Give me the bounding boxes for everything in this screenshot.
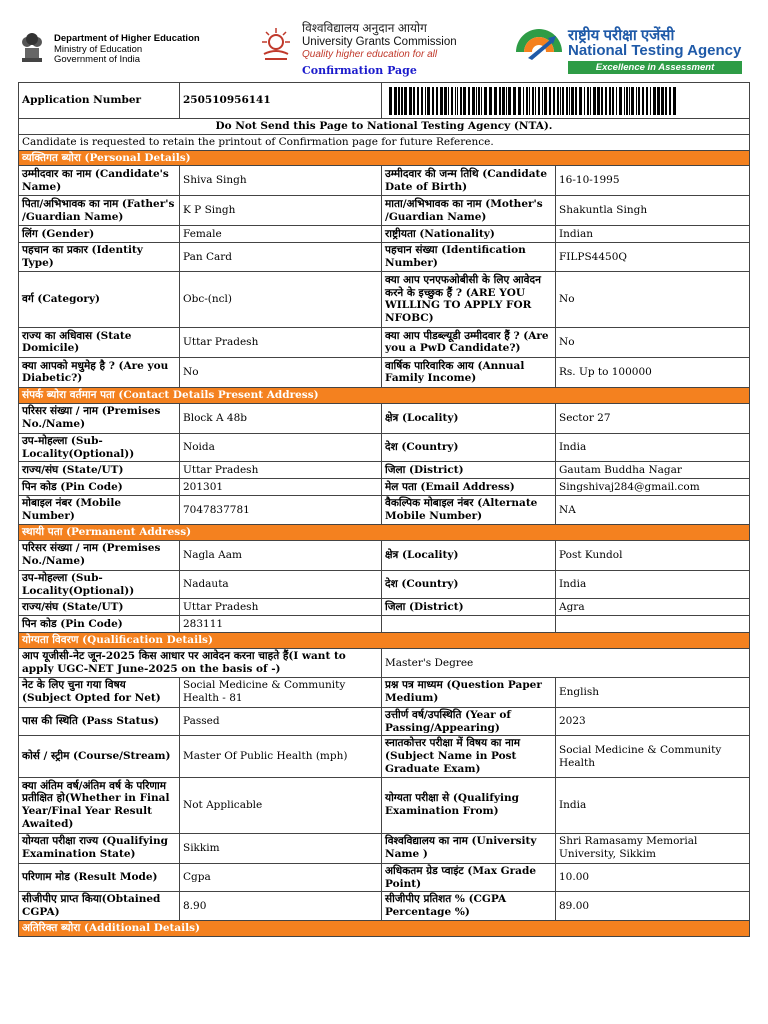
ugc-block — [302, 22, 457, 61]
field-label: क्षेत्र (Locality) — [382, 403, 556, 433]
field-label: क्षेत्र (Locality) — [382, 540, 556, 570]
qualification-row — [19, 892, 750, 921]
field-label: पिन कोड (Pin Code) — [19, 479, 180, 496]
page-title: Confirmation Page — [302, 64, 417, 77]
contact-row — [19, 403, 750, 433]
qualification-row — [19, 677, 750, 707]
field-label: सीजीपीए प्रतिशत % (CGPA Percentage %) — [382, 892, 556, 921]
field-label: स्नातकोत्तर परीक्षा में विषय का नाम (Subject Name in Post Graduate Exam) — [382, 736, 556, 777]
contact-row — [19, 433, 750, 462]
confirmation-table — [18, 82, 750, 937]
field-label: वार्षिक पारिवारिक आय (Annual Family Income) — [382, 357, 556, 387]
field-label: उत्तीर्ण वर्ष/उपस्थिति (Year of Passing/Appearing) — [382, 707, 556, 736]
qualification-row — [19, 863, 750, 892]
field-label: परिसर संख्या / नाम (Premises No./Name) — [19, 403, 180, 433]
nta-tagline: Excellence in Assessment — [568, 61, 742, 75]
qualification-row — [19, 833, 750, 863]
field-value: Not Applicable — [180, 777, 382, 833]
field-label: लिंग (Gender) — [19, 226, 180, 243]
section-title-additional: अतिरिक्त ब्योरा (Additional Details) — [19, 920, 750, 936]
permanent-row — [19, 570, 750, 599]
qualification-basis-row — [19, 649, 750, 678]
field-value: 2023 — [556, 707, 750, 736]
field-value: Uttar Pradesh — [180, 327, 382, 357]
field-label: पास की स्थिति (Pass Status) — [19, 707, 180, 736]
field-value: Pan Card — [180, 243, 382, 272]
field-value: India — [556, 570, 750, 599]
section-additional — [19, 920, 750, 936]
department-name: Department of Higher Education — [54, 33, 200, 44]
contact-row — [19, 496, 750, 525]
section-qualification — [19, 633, 750, 649]
field-label: पहचान संख्या (Identification Number) — [382, 243, 556, 272]
field-label: पहचान का प्रकार (Identity Type) — [19, 243, 180, 272]
field-label: योग्यता परीक्षा राज्य (Qualifying Examination State) — [19, 833, 180, 863]
field-value: Block A 48b — [180, 403, 382, 433]
field-label: देश (Country) — [382, 570, 556, 599]
field-value: Social Medicine & Community Health — [556, 736, 750, 777]
field-value: 283111 — [180, 616, 382, 633]
field-value: Female — [180, 226, 382, 243]
field-value: Cgpa — [180, 863, 382, 892]
field-label: देश (Country) — [382, 433, 556, 462]
field-value: 89.00 — [556, 892, 750, 921]
field-value: Uttar Pradesh — [180, 599, 382, 616]
field-label: राष्ट्रीयता (Nationality) — [382, 226, 556, 243]
field-value: Obc-(ncl) — [180, 271, 382, 327]
personal-row — [19, 226, 750, 243]
barcode-cell — [382, 83, 750, 119]
field-value: English — [556, 677, 750, 707]
field-label: मेल पता (Email Address) — [382, 479, 556, 496]
field-label: कोर्स / स्ट्रीम (Course/Stream) — [19, 736, 180, 777]
field-value — [556, 616, 750, 633]
personal-row — [19, 243, 750, 272]
ugc-name: University Grants Commission — [302, 35, 457, 48]
field-value: Nadauta — [180, 570, 382, 599]
field-value: Rs. Up to 100000 — [556, 357, 750, 387]
permanent-row — [19, 540, 750, 570]
field-label: उप-मोहल्ला (Sub-Locality(Optional)) — [19, 433, 180, 462]
field-label: क्या आपको मधुमेह है ? (Are you Diabetic?) — [19, 357, 180, 387]
section-title-qualification: योग्यता विवरण (Qualification Details) — [19, 633, 750, 649]
field-label: पिन कोड (Pin Code) — [19, 616, 180, 633]
field-value: Sector 27 — [556, 403, 750, 433]
ministry-name: Ministry of Education — [54, 43, 143, 55]
field-label: अधिकतम ग्रेड प्वाइंट (Max Grade Point) — [382, 863, 556, 892]
contact-row — [19, 479, 750, 496]
field-label: राज्य/संघ (State/UT) — [19, 599, 180, 616]
field-value: India — [556, 433, 750, 462]
personal-row — [19, 357, 750, 387]
permanent-row — [19, 599, 750, 616]
section-title-permanent: स्थायी पता (Permanent Address) — [19, 524, 750, 540]
field-label: क्या आप पीडब्ल्यूडी उम्मीदवार हैं ? (Are you a PwD Candidate?) — [382, 327, 556, 357]
field-label: सीजीपीए प्राप्त किया(Obtained CGPA) — [19, 892, 180, 921]
field-value: 8.90 — [180, 892, 382, 921]
contact-row — [19, 462, 750, 479]
field-label: वैकल्पिक मोबाइल नंबर (Alternate Mobile Number) — [382, 496, 556, 525]
field-label: वर्ग (Category) — [19, 271, 180, 327]
field-label: विश्वविद्यालय का नाम (University Name ) — [382, 833, 556, 863]
government-name: Government of India — [54, 54, 141, 66]
field-value: 7047837781 — [180, 496, 382, 525]
field-value: Post Kundol — [556, 540, 750, 570]
qualification-row — [19, 777, 750, 833]
field-value: Noida — [180, 433, 382, 462]
field-value: 10.00 — [556, 863, 750, 892]
personal-row — [19, 196, 750, 226]
barcode-icon — [385, 86, 681, 116]
field-value: Shri Ramasamy Memorial University, Sikkim — [556, 833, 750, 863]
section-title-personal: व्यक्तिगत ब्योरा (Personal Details) — [19, 150, 750, 166]
qualification-row — [19, 707, 750, 736]
field-label — [382, 616, 556, 633]
field-value: Shakuntla Singh — [556, 196, 750, 226]
field-label: क्या अंतिम वर्ष/अंतिम वर्ष के परिणाम प्रतीक्षित हो(Whether in Final Year/Final Year Result Awaited) — [19, 777, 180, 833]
field-label: मोबाइल नंबर (Mobile Number) — [19, 496, 180, 525]
nta-hindi-name: राष्ट्रीय परीक्षा एजेंसी — [568, 27, 675, 44]
section-permanent — [19, 524, 750, 540]
field-label: प्रश्न पत्र माध्यम (Question Paper Medium) — [382, 677, 556, 707]
retain-note: Candidate is requested to retain the printout of Confirmation page for future Reference. — [19, 134, 750, 150]
field-value: NA — [556, 496, 750, 525]
nta-block — [568, 28, 742, 74]
field-value: Sikkim — [180, 833, 382, 863]
nta-name: National Testing Agency — [568, 42, 742, 59]
ugc-hindi-name: विश्वविद्यालय अनुदान आयोग — [302, 21, 427, 35]
field-value: No — [556, 271, 750, 327]
field-value: Gautam Buddha Nagar — [556, 462, 750, 479]
section-contact — [19, 387, 750, 403]
field-value: Indian — [556, 226, 750, 243]
qualification-basis-value: Master's Degree — [382, 649, 750, 678]
field-label: परिणाम मोड (Result Mode) — [19, 863, 180, 892]
field-label: माता/अभिभावक का नाम (Mother's /Guardian Name) — [382, 196, 556, 226]
field-label: राज्य का अधिवास (State Domicile) — [19, 327, 180, 357]
field-value: Passed — [180, 707, 382, 736]
notice-text: Do Not Send this Page to National Testing Agency (NTA). — [19, 119, 750, 135]
field-value: Social Medicine & Community Health - 81 — [180, 677, 382, 707]
field-label: योग्यता परीक्षा से (Qualifying Examination From) — [382, 777, 556, 833]
ministry-block — [54, 34, 200, 66]
field-value: No — [556, 327, 750, 357]
ashoka-emblem-icon — [20, 30, 44, 64]
section-personal — [19, 150, 750, 166]
qualification-row — [19, 736, 750, 777]
ugc-tagline: Quality higher education for all — [302, 49, 438, 61]
page-header — [0, 0, 768, 80]
field-value: Agra — [556, 599, 750, 616]
nta-logo-icon — [512, 28, 566, 66]
field-label: नेट के लिए चुना गया विषय (Subject Opted for Net) — [19, 677, 180, 707]
field-value: Shiva Singh — [180, 166, 382, 196]
personal-row — [19, 166, 750, 196]
personal-row — [19, 271, 750, 327]
field-label: पिता/अभिभावक का नाम (Father's /Guardian Name) — [19, 196, 180, 226]
section-title-contact: संपर्क ब्योरा वर्तमान पता (Contact Details Present Address) — [19, 387, 750, 403]
field-label: उम्मीदवार की जन्म तिथि (Candidate Date of Birth) — [382, 166, 556, 196]
field-label: उम्मीदवार का नाम (Candidate's Name) — [19, 166, 180, 196]
application-number-row — [19, 83, 750, 119]
field-value: FILPS4450Q — [556, 243, 750, 272]
application-number-value: 250510956141 — [180, 83, 382, 119]
qualification-basis-label: आप यूजीसी-नेट जून-2025 किस आधार पर आवेदन करना चाहते हैं(I want to apply UGC-NET June-2025 on the basis of -) — [19, 649, 382, 678]
field-label: परिसर संख्या / नाम (Premises No./Name) — [19, 540, 180, 570]
field-label: राज्य/संघ (State/UT) — [19, 462, 180, 479]
permanent-row — [19, 616, 750, 633]
ugc-logo-icon — [256, 26, 296, 66]
field-value: 16-10-1995 — [556, 166, 750, 196]
field-value: Nagla Aam — [180, 540, 382, 570]
application-number-label: Application Number — [19, 83, 180, 119]
field-value: Uttar Pradesh — [180, 462, 382, 479]
field-label: जिला (District) — [382, 462, 556, 479]
field-value: K P Singh — [180, 196, 382, 226]
field-value: Singshivaj284@gmail.com — [556, 479, 750, 496]
field-value: 201301 — [180, 479, 382, 496]
field-value: No — [180, 357, 382, 387]
field-label: उप-मोहल्ला (Sub-Locality(Optional)) — [19, 570, 180, 599]
field-value: Master Of Public Health (mph) — [180, 736, 382, 777]
field-value: India — [556, 777, 750, 833]
field-label: क्या आप एनएफओबीसी के लिए आवेदन करने के इच्छुक हैं ? (ARE YOU WILLING TO APPLY FOR NFOBC) — [382, 271, 556, 327]
field-label: जिला (District) — [382, 599, 556, 616]
personal-row — [19, 327, 750, 357]
